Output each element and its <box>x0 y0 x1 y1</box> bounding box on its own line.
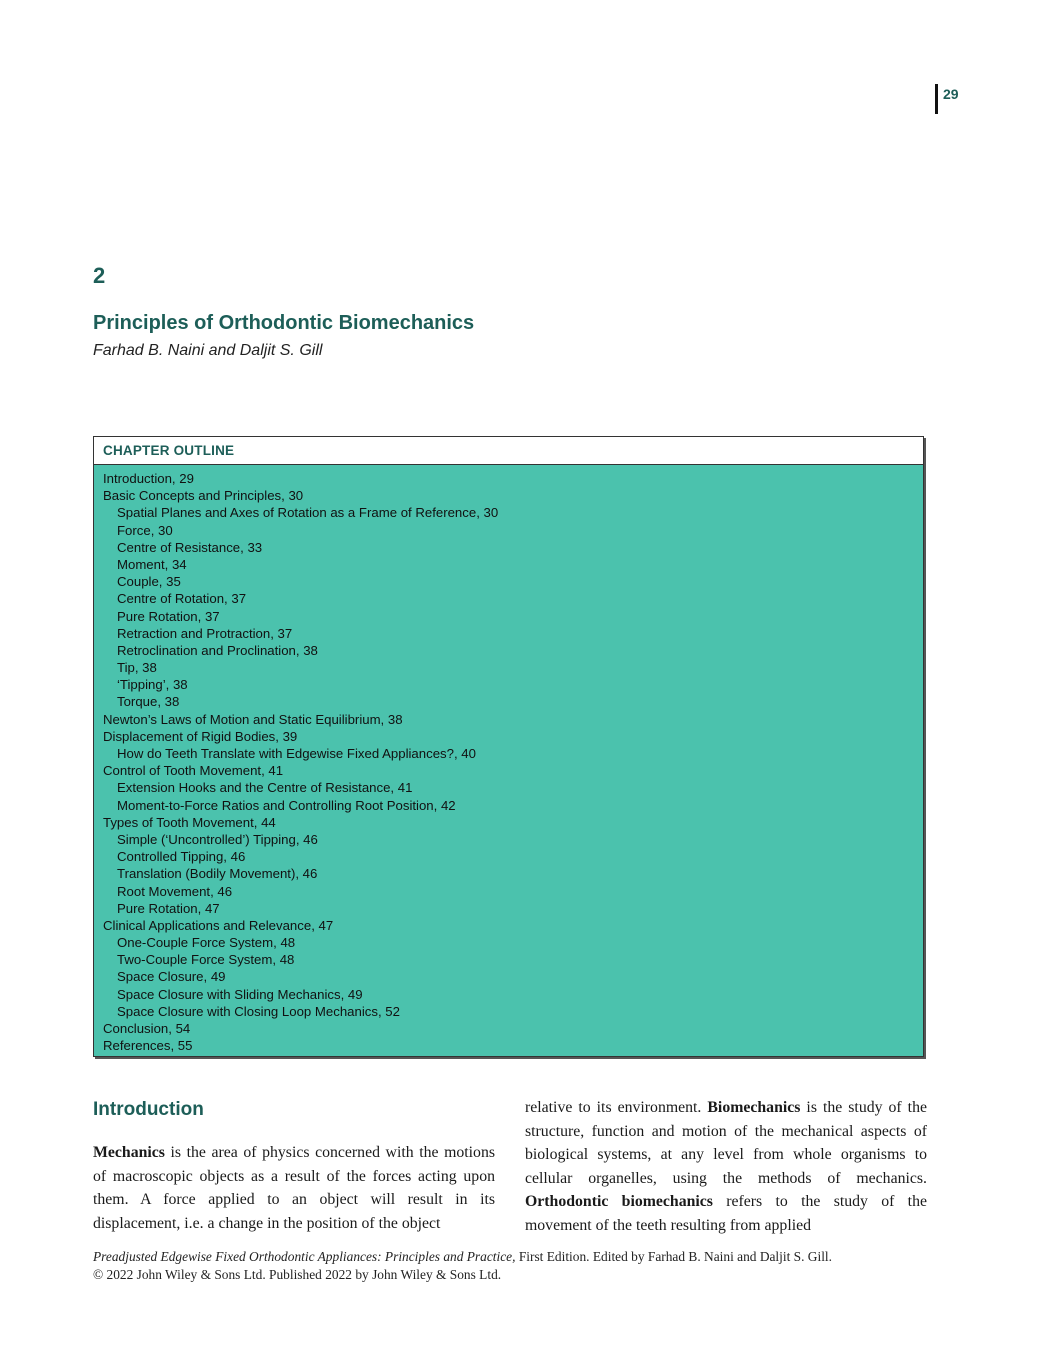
intro-paragraph-right <box>525 1096 927 1238</box>
outline-item: Retraction and Protraction, 37 <box>117 625 293 641</box>
chapter-number: 2 <box>93 263 106 288</box>
chapter-outline-box <box>93 436 924 1057</box>
chapter-outline-heading: CHAPTER OUTLINE <box>94 437 923 465</box>
footer-citation <box>93 1248 832 1266</box>
outline-item: Clinical Applications and Relevance, 47 <box>103 917 334 933</box>
outline-item: Moment-to-Force Ratios and Controlling Root Position, 42 <box>117 797 456 813</box>
page-footer <box>93 1248 832 1284</box>
term-biomechanics: Biomechanics <box>707 1099 801 1116</box>
intro-column-left <box>93 1096 495 1235</box>
outline-item: Force, 30 <box>117 522 173 538</box>
outline-item: Space Closure with Sliding Mechanics, 49 <box>117 986 363 1002</box>
outline-item: Displacement of Rigid Bodies, 39 <box>103 728 298 744</box>
outline-item: Couple, 35 <box>117 574 181 590</box>
intro-text-right-2: is the study of the structure, function and motion of the mechanical aspects of biological systems, at any level from whole organisms to cellular organelles, using the methods of mechanics. <box>525 1099 927 1187</box>
outline-item: Centre of Rotation, 37 <box>117 591 247 607</box>
chapter-title: Principles of Orthodontic Biomechanics <box>93 312 475 334</box>
outline-item: Simple (‘Uncontrolled’) Tipping, 46 <box>117 831 318 847</box>
outline-item: Pure Rotation, 37 <box>117 608 220 624</box>
intro-paragraph-left <box>93 1141 495 1235</box>
page-number-rule <box>935 84 938 114</box>
page-number: 29 <box>943 86 959 102</box>
outline-item: Spatial Planes and Axes of Rotation as a Frame of Reference, 30 <box>117 505 499 521</box>
chapter-authors: Farhad B. Naini and Daljit S. Gill <box>93 342 323 359</box>
outline-item: How do Teeth Translate with Edgewise Fixed Appliances?, 40 <box>117 746 476 761</box>
section-heading-introduction: Introduction <box>93 1099 204 1120</box>
outline-item: Types of Tooth Movement, 44 <box>103 814 276 830</box>
outline-item: Newton’s Laws of Motion and Static Equilibrium, 38 <box>103 711 403 727</box>
outline-item: Space Closure, 49 <box>117 969 226 985</box>
outline-item: Two-Couple Force System, 48 <box>117 952 295 968</box>
outline-item: Space Closure with Closing Loop Mechanics, 52 <box>117 1003 400 1019</box>
outline-item: Pure Rotation, 47 <box>117 900 220 916</box>
outline-item: Centre of Resistance, 33 <box>117 539 263 555</box>
outline-item: Extension Hooks and the Centre of Resistance, 41 <box>117 780 413 796</box>
outline-item: Basic Concepts and Principles, 30 <box>103 488 304 504</box>
outline-item: Control of Tooth Movement, 41 <box>103 763 284 779</box>
footer-edition: First Edition. Edited by Farhad B. Naini and Daljit S. Gill. <box>515 1249 832 1264</box>
outline-item: Retroclination and Proclination, 38 <box>117 642 318 658</box>
term-orthodontic-biomechanics: Orthodontic biomechanics <box>525 1193 713 1211</box>
outline-item: Root Movement, 46 <box>117 883 233 899</box>
outline-item: Conclusion, 54 <box>103 1021 191 1036</box>
term-mechanics: Mechanics <box>93 1144 165 1161</box>
intro-text-right-3: refers to the study of the movement of the teeth resulting from applied <box>525 1193 927 1234</box>
outline-item: Moment, 34 <box>117 556 187 572</box>
chapter-outline-list <box>94 465 923 1054</box>
intro-text-right-1: relative to its environment. <box>525 1099 708 1116</box>
outline-item: ‘Tipping’, 38 <box>117 677 188 693</box>
intro-text-left: is the area of physics concerned with the motions of macroscopic objects as a result of the forces acting upon them. A force applied to an object will result in its displacement, i.e. a change in the position of the object <box>93 1144 495 1232</box>
outline-item: One-Couple Force System, 48 <box>117 935 296 951</box>
outline-item: References, 55 <box>103 1038 193 1054</box>
outline-item: Tip, 38 <box>117 660 157 676</box>
outline-item: Introduction, 29 <box>103 471 194 486</box>
footer-book-title: Preadjusted Edgewise Fixed Orthodontic Appliances: Principles and Practice, <box>93 1249 516 1264</box>
outline-item: Controlled Tipping, 46 <box>117 849 246 865</box>
outline-item: Translation (Bodily Movement), 46 <box>117 866 318 882</box>
outline-item: Torque, 38 <box>117 694 180 710</box>
intro-column-right <box>525 1096 927 1238</box>
footer-copyright: © 2022 John Wiley & Sons Ltd. Published 2022 by John Wiley & Sons Ltd. <box>93 1267 502 1282</box>
